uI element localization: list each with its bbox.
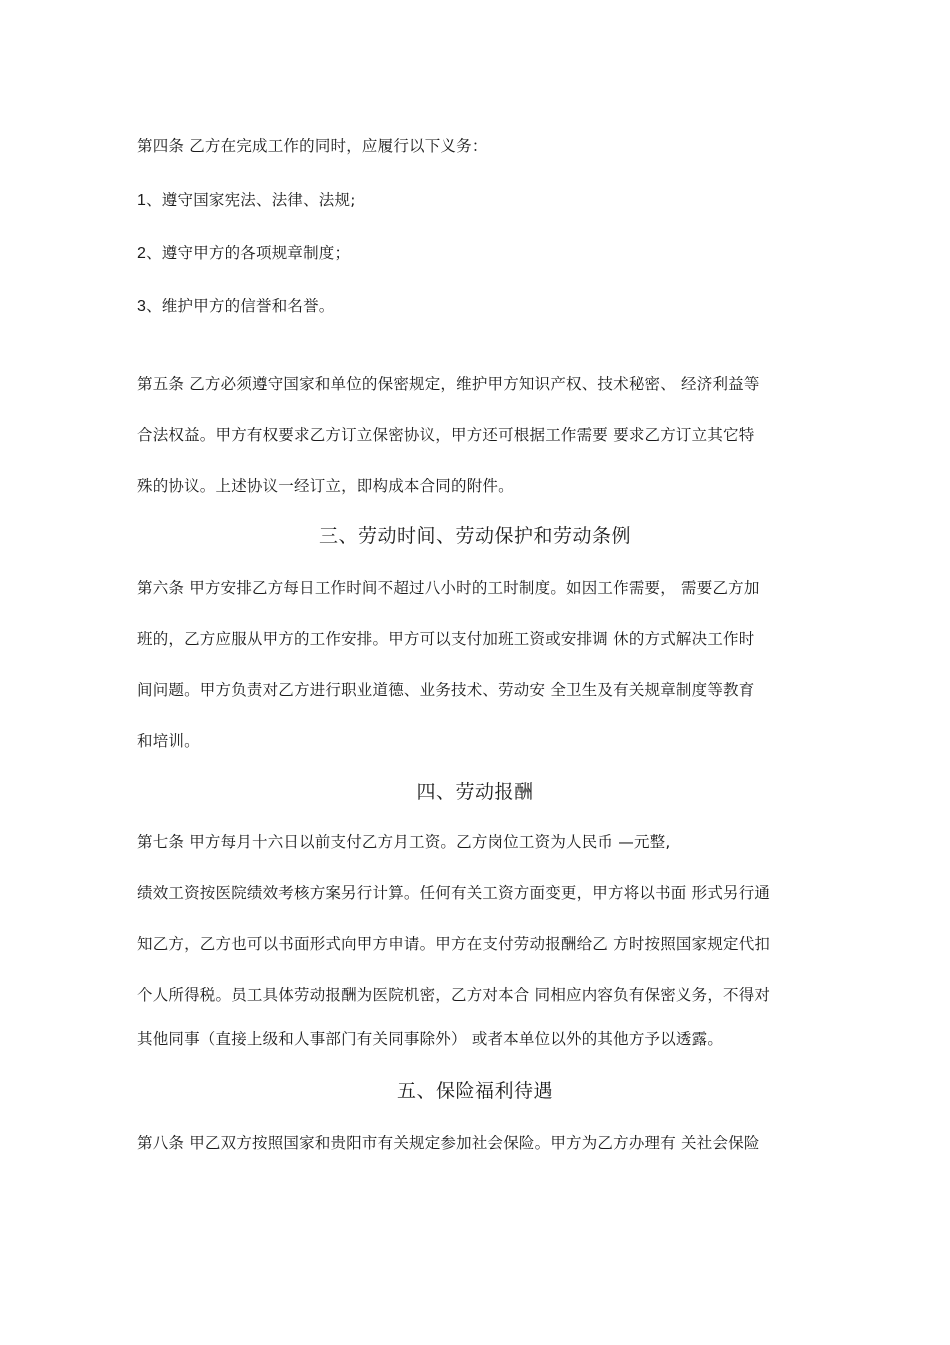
article-6-line-1: 第六条 甲方安排乙方每日工作时间不超过八小时的工时制度。如因工作需要， 需要乙方加 [137,579,760,597]
article-5-line-1: 第五条 乙方必须遵守国家和单位的保密规定，维护甲方知识产权、技术秘密、 经济利益等 [137,375,760,393]
section-5-heading: 五、保险福利待遇 [396,1080,553,1102]
article-4-title: 第四条 乙方在完成工作的同时，应履行以下义务： [137,137,488,155]
article-7-line-1: 第七条 甲方每月十六日以前支付乙方月工资。乙方岗位工资为人民币 —元整, [137,833,671,851]
article-5-line-2: 合法权益。甲方有权要求乙方订立保密协议，甲方还可根据工作需要 要求乙方订立其它特 [137,426,755,444]
article-4-item-3 [137,296,335,317]
item-number: 1 [137,192,147,209]
article-7-line-5: 其他同事（直接上级和人事部门有关同事除外） 或者本单位以外的其他方予以透露。 [137,1030,724,1048]
item-text: 、维护甲方的信誉和名誉。 [146,297,335,315]
article-6-line-4: 和培训。 [137,732,200,750]
item-number: 2 [137,245,147,262]
item-text: 、遵守甲方的各项规章制度； [146,244,351,262]
article-7-line-4: 个人所得税。员工具体劳动报酬为医院机密，乙方对本合 同相应内容负有保密义务，不得对 [137,986,771,1004]
item-text: 、遵守国家宪法、法律、法规; [146,191,356,209]
article-6-line-2: 班的，乙方应服从甲方的工作安排。甲方可以支付加班工资或安排调 休的方式解决工作时 [137,630,755,648]
article-6-line-3: 间问题。甲方负责对乙方进行职业道德、业务技术、劳动安 全卫生及有关规章制度等教育 [137,681,755,699]
article-4-item-1 [137,190,356,211]
article-5-line-3: 殊的协议。上述协议一经订立，即构成本合同的附件。 [137,477,514,495]
article-4-item-2 [137,243,350,264]
article-8-line-1: 第八条 甲乙双方按照国家和贵阳市有关规定参加社会保险。甲方为乙方办理有 关社会保险 [137,1134,760,1152]
item-number: 3 [137,298,147,315]
section-4-heading: 四、劳动报酬 [416,781,534,803]
section-3-heading: 三、劳动时间、劳动保护和劳动条例 [318,525,631,547]
article-7-line-2: 绩效工资按医院绩效考核方案另行计算。任何有关工资方面变更，甲方将以书面 形式另行通 [137,884,771,902]
article-7-line-3: 知乙方，乙方也可以书面形式向甲方申请。甲方在支付劳动报酬给乙 方时按照国家规定代扣 [137,935,771,953]
